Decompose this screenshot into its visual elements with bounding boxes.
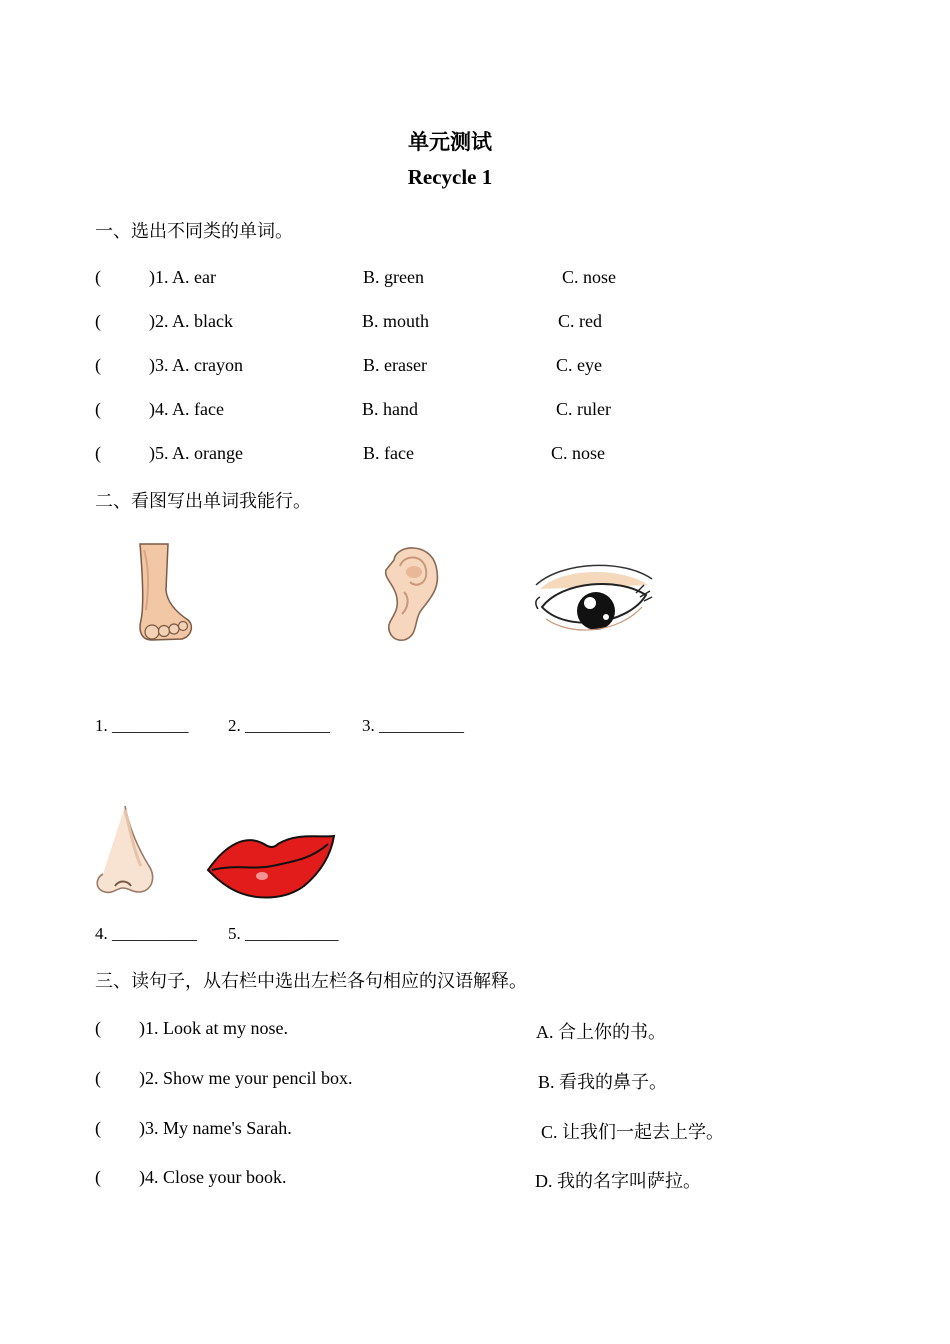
option-a: )1. A. ear xyxy=(149,267,216,287)
match-row xyxy=(95,1167,895,1191)
section3-heading: 三、读句子，从右栏中选出左栏各句相应的汉语解释。 xyxy=(95,971,527,991)
answer-blank-3[interactable]: 3. __________ xyxy=(362,716,464,735)
answer-blank-1[interactable]: 1. _________ xyxy=(95,716,189,735)
match-sentence: )4. Close your book. xyxy=(139,1167,287,1187)
answer-paren[interactable]: ( xyxy=(95,1068,101,1088)
option-c: C. nose xyxy=(551,443,605,463)
match-translation: A. 合上你的书。 xyxy=(536,1022,666,1042)
answer-paren[interactable]: ( xyxy=(95,311,101,331)
option-b: B. face xyxy=(363,443,414,463)
page-title: 单元测试 xyxy=(408,130,492,154)
option-c: C. eye xyxy=(556,355,602,375)
answer-blank-4[interactable]: 4. __________ xyxy=(95,924,197,943)
match-sentence: )1. Look at my nose. xyxy=(139,1018,288,1038)
ear-icon xyxy=(374,542,442,644)
answer-paren[interactable]: ( xyxy=(95,1167,101,1187)
answer-paren[interactable]: ( xyxy=(95,443,101,463)
answer-paren[interactable]: ( xyxy=(95,1118,101,1138)
option-a: )3. A. crayon xyxy=(149,355,243,375)
section2-heading: 二、看图写出单词我能行。 xyxy=(95,491,311,511)
match-translation: C. 让我们一起去上学。 xyxy=(541,1122,725,1142)
option-b: B. green xyxy=(363,267,424,287)
match-row xyxy=(95,1068,895,1092)
foot-icon xyxy=(128,540,198,645)
question-row xyxy=(95,443,895,467)
nose-icon xyxy=(95,804,157,896)
lips-icon xyxy=(206,830,336,900)
match-translation: B. 看我的鼻子。 xyxy=(538,1072,668,1092)
match-translation: D. 我的名字叫萨拉。 xyxy=(535,1171,701,1191)
page-subtitle: Recycle 1 xyxy=(407,165,493,189)
question-row xyxy=(95,311,895,335)
match-row xyxy=(95,1118,895,1142)
question-row xyxy=(95,399,895,423)
answer-paren[interactable]: ( xyxy=(95,399,101,419)
answer-blank-2[interactable]: 2. __________ xyxy=(228,716,330,735)
match-row xyxy=(95,1018,895,1042)
section1-heading: 一、选出不同类的单词。 xyxy=(95,221,293,241)
match-sentence: )3. My name's Sarah. xyxy=(139,1118,292,1138)
match-sentence: )2. Show me your pencil box. xyxy=(139,1068,353,1088)
option-c: C. ruler xyxy=(556,399,611,419)
answer-paren[interactable]: ( xyxy=(95,355,101,375)
option-b: B. hand xyxy=(362,399,418,419)
answer-paren[interactable]: ( xyxy=(95,1018,101,1038)
question-row xyxy=(95,267,895,291)
eye-icon xyxy=(532,563,656,635)
answer-paren[interactable]: ( xyxy=(95,267,101,287)
option-a: )4. A. face xyxy=(149,399,224,419)
option-c: C. red xyxy=(558,311,602,331)
answer-blank-5[interactable]: 5. ___________ xyxy=(228,924,339,943)
question-row xyxy=(95,355,895,379)
option-c: C. nose xyxy=(562,267,616,287)
option-a: )5. A. orange xyxy=(149,443,243,463)
option-b: B. eraser xyxy=(363,355,427,375)
option-a: )2. A. black xyxy=(149,311,233,331)
option-b: B. mouth xyxy=(362,311,430,331)
